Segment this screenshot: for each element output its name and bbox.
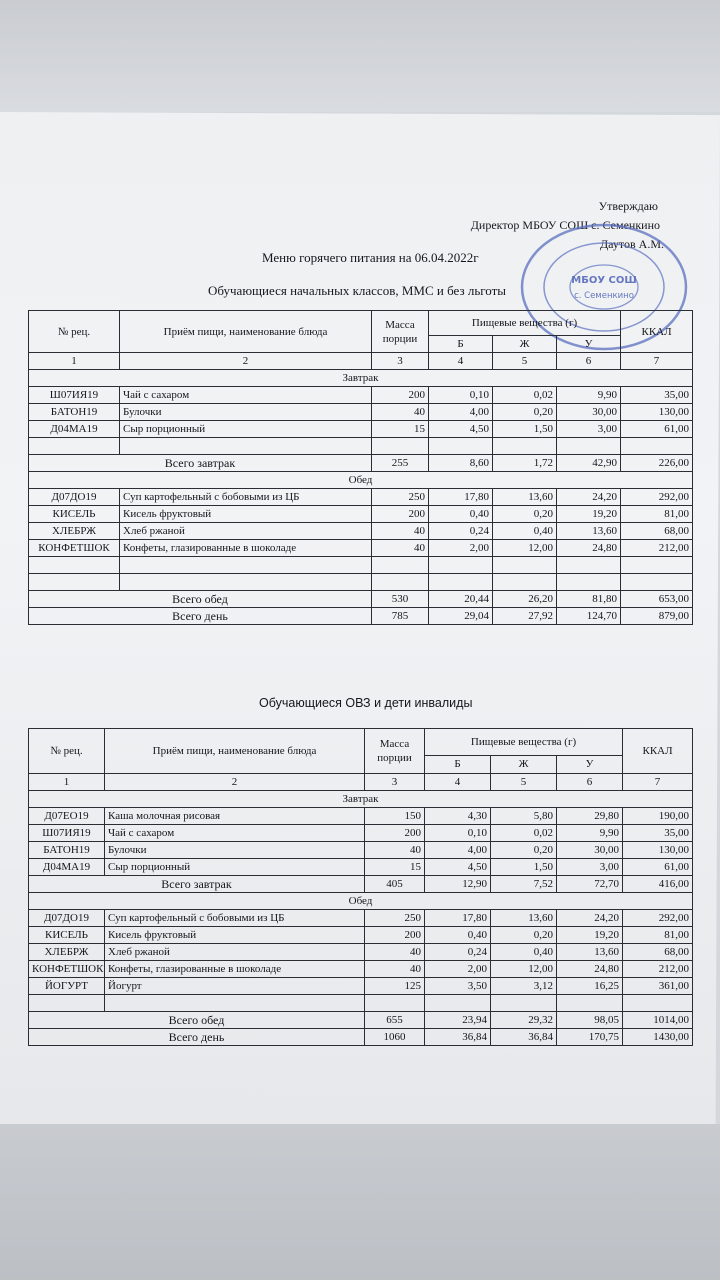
approve-text: Утверждаю bbox=[598, 199, 658, 213]
total-protein: 8,60 bbox=[429, 455, 493, 472]
carb-value: 24,20 bbox=[557, 489, 621, 506]
carb-value: 13,60 bbox=[557, 523, 621, 540]
dish-name: Хлеб ржаной bbox=[120, 523, 372, 540]
section-subtitle-2: Обучающиеся ОВЗ и дети инвалиды bbox=[259, 696, 473, 710]
breakfast-total-row bbox=[29, 876, 693, 893]
breakfast-total-row bbox=[29, 455, 693, 472]
carb-value: 3,00 bbox=[557, 421, 621, 438]
fat-value: 0,20 bbox=[491, 927, 557, 944]
recipe-code: КИСЕЛЬ bbox=[29, 506, 120, 523]
empty-row bbox=[29, 438, 693, 455]
dish-name: Булочки bbox=[120, 404, 372, 421]
portion-mass: 250 bbox=[372, 489, 429, 506]
carb-value: 9,90 bbox=[557, 825, 623, 842]
empty-row bbox=[29, 574, 693, 591]
fat-value: 0,20 bbox=[493, 506, 557, 523]
lunch-total-row bbox=[29, 591, 693, 608]
empty-cell bbox=[105, 995, 365, 1012]
total-fat: 7,52 bbox=[491, 876, 557, 893]
total-kcal: 653,00 bbox=[621, 591, 693, 608]
protein-value: 17,80 bbox=[429, 489, 493, 506]
portion-mass: 40 bbox=[372, 523, 429, 540]
kcal-value: 68,00 bbox=[623, 944, 693, 961]
col-num-5: 5 bbox=[493, 353, 557, 370]
total-fat: 36,84 bbox=[491, 1029, 557, 1046]
portion-mass: 40 bbox=[372, 540, 429, 557]
recipe-code: ЙОГУРТ bbox=[29, 978, 105, 995]
col-name-header: Приём пищи, наименование блюда bbox=[105, 729, 365, 774]
total-kcal: 1014,00 bbox=[623, 1012, 693, 1029]
dish-name: Йогурт bbox=[105, 978, 365, 995]
breakfast-section bbox=[29, 791, 693, 808]
page-title: Меню горячего питания на 06.04.2022г bbox=[262, 250, 479, 265]
portion-mass: 200 bbox=[365, 825, 425, 842]
col-num-3: 3 bbox=[372, 353, 429, 370]
fat-value: 0,40 bbox=[493, 523, 557, 540]
fat-value: 5,80 bbox=[491, 808, 557, 825]
col-num-6: 6 bbox=[557, 353, 621, 370]
fat-value: 0,20 bbox=[491, 842, 557, 859]
protein-value: 3,50 bbox=[425, 978, 491, 995]
table-row bbox=[29, 387, 693, 404]
recipe-code: Ш07ИЯ19 bbox=[29, 825, 105, 842]
empty-cell bbox=[372, 557, 429, 574]
fat-value: 12,00 bbox=[491, 961, 557, 978]
empty-cell bbox=[493, 438, 557, 455]
table-row bbox=[29, 540, 693, 557]
background-bottom bbox=[0, 1124, 720, 1280]
recipe-code: Д04МА19 bbox=[29, 859, 105, 876]
portion-mass: 15 bbox=[365, 859, 425, 876]
col-num-1: 1 bbox=[29, 353, 120, 370]
empty-cell bbox=[120, 574, 372, 591]
portion-mass: 200 bbox=[372, 387, 429, 404]
breakfast-section-label: Завтрак bbox=[29, 370, 693, 387]
col-rec-header: № рец. bbox=[29, 311, 120, 353]
recipe-code: КОНФЕТШОК bbox=[29, 961, 105, 978]
total-carb: 72,70 bbox=[557, 876, 623, 893]
total-carb: 81,80 bbox=[557, 591, 621, 608]
empty-cell bbox=[29, 995, 105, 1012]
total-carb: 98,05 bbox=[557, 1012, 623, 1029]
empty-cell bbox=[29, 574, 120, 591]
table-row bbox=[29, 961, 693, 978]
col-num-5: 5 bbox=[491, 774, 557, 791]
fat-value: 13,60 bbox=[493, 489, 557, 506]
dish-name: Сыр порционный bbox=[120, 421, 372, 438]
kcal-value: 130,00 bbox=[621, 404, 693, 421]
table-row bbox=[29, 927, 693, 944]
recipe-code: Д07ДО19 bbox=[29, 489, 120, 506]
fat-value: 13,60 bbox=[491, 910, 557, 927]
empty-cell bbox=[557, 995, 623, 1012]
total-fat: 1,72 bbox=[493, 455, 557, 472]
col-kcal-header: ККАЛ bbox=[623, 729, 693, 774]
fat-value: 0,20 bbox=[493, 404, 557, 421]
empty-cell bbox=[120, 557, 372, 574]
col-num-7: 7 bbox=[623, 774, 693, 791]
total-mass: 255 bbox=[372, 455, 429, 472]
col-b-header: Б bbox=[425, 755, 491, 773]
protein-value: 0,40 bbox=[429, 506, 493, 523]
kcal-value: 190,00 bbox=[623, 808, 693, 825]
table-row bbox=[29, 978, 693, 995]
total-mass: 785 bbox=[372, 608, 429, 625]
total-label: Всего обед bbox=[29, 1012, 365, 1029]
protein-value: 2,00 bbox=[425, 961, 491, 978]
total-protein: 29,04 bbox=[429, 608, 493, 625]
col-b-header: Б bbox=[429, 336, 493, 353]
kcal-value: 81,00 bbox=[623, 927, 693, 944]
total-fat: 29,32 bbox=[491, 1012, 557, 1029]
fat-value: 1,50 bbox=[491, 859, 557, 876]
lunch-section bbox=[29, 472, 693, 489]
carb-value: 30,00 bbox=[557, 842, 623, 859]
empty-cell bbox=[557, 438, 621, 455]
carb-value: 29,80 bbox=[557, 808, 623, 825]
empty-cell bbox=[372, 574, 429, 591]
total-protein: 36,84 bbox=[425, 1029, 491, 1046]
lunch-section-label: Обед bbox=[29, 893, 693, 910]
dish-name: Кисель фруктовый bbox=[120, 506, 372, 523]
table-row bbox=[29, 404, 693, 421]
empty-cell bbox=[557, 574, 621, 591]
dish-name: Хлеб ржаной bbox=[105, 944, 365, 961]
recipe-code: КОНФЕТШОК bbox=[29, 540, 120, 557]
protein-value: 4,00 bbox=[425, 842, 491, 859]
recipe-code: Д04МА19 bbox=[29, 421, 120, 438]
col-u-header: У bbox=[557, 336, 621, 353]
kcal-value: 361,00 bbox=[623, 978, 693, 995]
recipe-code: Д07ЕО19 bbox=[29, 808, 105, 825]
empty-cell bbox=[621, 574, 693, 591]
empty-cell bbox=[429, 574, 493, 591]
recipe-code: Д07ДО19 bbox=[29, 910, 105, 927]
portion-mass: 40 bbox=[365, 842, 425, 859]
dish-name: Сыр порционный bbox=[105, 859, 365, 876]
empty-cell bbox=[621, 438, 693, 455]
col-nutrients-header: Пищевые вещества (г) bbox=[429, 311, 621, 336]
empty-cell bbox=[29, 557, 120, 574]
recipe-code: ХЛЕБРЖ bbox=[29, 523, 120, 540]
recipe-code: ХЛЕБРЖ bbox=[29, 944, 105, 961]
total-kcal: 226,00 bbox=[621, 455, 693, 472]
breakfast-section-label: Завтрак bbox=[29, 791, 693, 808]
protein-value: 0,24 bbox=[425, 944, 491, 961]
table-row bbox=[29, 506, 693, 523]
total-protein: 20,44 bbox=[429, 591, 493, 608]
total-mass: 655 bbox=[365, 1012, 425, 1029]
director-name: Даутов А.М. bbox=[600, 237, 664, 251]
total-mass: 405 bbox=[365, 876, 425, 893]
protein-value: 4,30 bbox=[425, 808, 491, 825]
table-row bbox=[29, 825, 693, 842]
dish-name: Кисель фруктовый bbox=[105, 927, 365, 944]
total-label: Всего день bbox=[29, 608, 372, 625]
empty-cell bbox=[425, 995, 491, 1012]
dish-name: Суп картофельный с бобовыми из ЦБ bbox=[105, 910, 365, 927]
empty-cell bbox=[429, 438, 493, 455]
empty-row bbox=[29, 995, 693, 1012]
recipe-code: КИСЕЛЬ bbox=[29, 927, 105, 944]
total-fat: 27,92 bbox=[493, 608, 557, 625]
col-num-4: 4 bbox=[429, 353, 493, 370]
portion-mass: 200 bbox=[365, 927, 425, 944]
protein-value: 0,10 bbox=[429, 387, 493, 404]
carb-value: 19,20 bbox=[557, 927, 623, 944]
carb-value: 3,00 bbox=[557, 859, 623, 876]
table-row bbox=[29, 944, 693, 961]
recipe-code: БАТОН19 bbox=[29, 404, 120, 421]
kcal-value: 81,00 bbox=[621, 506, 693, 523]
empty-cell bbox=[623, 995, 693, 1012]
portion-mass: 150 bbox=[365, 808, 425, 825]
dish-name: Булочки bbox=[105, 842, 365, 859]
empty-cell bbox=[493, 574, 557, 591]
total-label: Всего завтрак bbox=[29, 876, 365, 893]
table-row bbox=[29, 523, 693, 540]
dish-name: Суп картофельный с бобовыми из ЦБ bbox=[120, 489, 372, 506]
col-mass-header: Масса порции bbox=[365, 729, 425, 774]
carb-value: 16,25 bbox=[557, 978, 623, 995]
carb-value: 9,90 bbox=[557, 387, 621, 404]
fat-value: 0,02 bbox=[493, 387, 557, 404]
protein-value: 4,50 bbox=[429, 421, 493, 438]
lunch-total-row bbox=[29, 1012, 693, 1029]
lunch-section-label: Обед bbox=[29, 472, 693, 489]
protein-value: 2,00 bbox=[429, 540, 493, 557]
total-carb: 42,90 bbox=[557, 455, 621, 472]
table-row bbox=[29, 859, 693, 876]
stamp-line2: с. Семенкино bbox=[574, 291, 634, 301]
background-top bbox=[0, 0, 720, 112]
table-row bbox=[29, 910, 693, 927]
kcal-value: 212,00 bbox=[623, 961, 693, 978]
empty-row bbox=[29, 557, 693, 574]
carb-value: 24,80 bbox=[557, 961, 623, 978]
total-mass: 530 bbox=[372, 591, 429, 608]
protein-value: 0,40 bbox=[425, 927, 491, 944]
empty-cell bbox=[621, 557, 693, 574]
total-carb: 170,75 bbox=[557, 1029, 623, 1046]
portion-mass: 125 bbox=[365, 978, 425, 995]
section-subtitle-1: Обучающиеся начальных классов, ММС и без льготы bbox=[208, 283, 506, 298]
kcal-value: 212,00 bbox=[621, 540, 693, 557]
total-protein: 23,94 bbox=[425, 1012, 491, 1029]
carb-value: 30,00 bbox=[557, 404, 621, 421]
empty-cell bbox=[493, 557, 557, 574]
recipe-code: БАТОН19 bbox=[29, 842, 105, 859]
total-carb: 124,70 bbox=[557, 608, 621, 625]
col-num-4: 4 bbox=[425, 774, 491, 791]
fat-value: 0,02 bbox=[491, 825, 557, 842]
lunch-section bbox=[29, 893, 693, 910]
total-kcal: 1430,00 bbox=[623, 1029, 693, 1046]
portion-mass: 40 bbox=[365, 944, 425, 961]
col-num-3: 3 bbox=[365, 774, 425, 791]
day-total-row bbox=[29, 608, 693, 625]
protein-value: 0,24 bbox=[429, 523, 493, 540]
dish-name: Чай с сахаром bbox=[105, 825, 365, 842]
fat-value: 1,50 bbox=[493, 421, 557, 438]
total-label: Всего день bbox=[29, 1029, 365, 1046]
total-kcal: 879,00 bbox=[621, 608, 693, 625]
empty-cell bbox=[491, 995, 557, 1012]
stamp-line1: МБОУ СОШ bbox=[571, 275, 637, 286]
table-row bbox=[29, 421, 693, 438]
kcal-value: 35,00 bbox=[621, 387, 693, 404]
col-num-7: 7 bbox=[621, 353, 693, 370]
protein-value: 4,00 bbox=[429, 404, 493, 421]
fat-value: 12,00 bbox=[493, 540, 557, 557]
breakfast-section bbox=[29, 370, 693, 387]
col-u-header: У bbox=[557, 755, 623, 773]
total-protein: 12,90 bbox=[425, 876, 491, 893]
table-row bbox=[29, 808, 693, 825]
table-row bbox=[29, 489, 693, 506]
fat-value: 3,12 bbox=[491, 978, 557, 995]
total-label: Всего завтрак bbox=[29, 455, 372, 472]
total-kcal: 416,00 bbox=[623, 876, 693, 893]
carb-value: 13,60 bbox=[557, 944, 623, 961]
portion-mass: 40 bbox=[372, 404, 429, 421]
table-row bbox=[29, 842, 693, 859]
portion-mass: 15 bbox=[372, 421, 429, 438]
col-zh-header: Ж bbox=[493, 336, 557, 353]
col-kcal-header: ККАЛ bbox=[621, 311, 693, 353]
empty-cell bbox=[29, 438, 120, 455]
col-rec-header: № рец. bbox=[29, 729, 105, 774]
col-name-header: Приём пищи, наименование блюда bbox=[120, 311, 372, 353]
col-nutrients-header: Пищевые вещества (г) bbox=[425, 729, 623, 756]
col-num-6: 6 bbox=[557, 774, 623, 791]
menu-table-1 bbox=[28, 310, 693, 625]
kcal-value: 292,00 bbox=[621, 489, 693, 506]
col-zh-header: Ж bbox=[491, 755, 557, 773]
kcal-value: 61,00 bbox=[623, 859, 693, 876]
kcal-value: 68,00 bbox=[621, 523, 693, 540]
protein-value: 4,50 bbox=[425, 859, 491, 876]
portion-mass: 200 bbox=[372, 506, 429, 523]
col-num-2: 2 bbox=[105, 774, 365, 791]
carb-value: 19,20 bbox=[557, 506, 621, 523]
dish-name: Конфеты, глазированные в шоколаде bbox=[105, 961, 365, 978]
fat-value: 0,40 bbox=[491, 944, 557, 961]
empty-cell bbox=[557, 557, 621, 574]
kcal-value: 61,00 bbox=[621, 421, 693, 438]
director-text: Директор МБОУ СОШ с. Семенкино bbox=[470, 218, 660, 232]
carb-value: 24,20 bbox=[557, 910, 623, 927]
col-num-1: 1 bbox=[29, 774, 105, 791]
dish-name: Конфеты, глазированные в шоколаде bbox=[120, 540, 372, 557]
protein-value: 17,80 bbox=[425, 910, 491, 927]
menu-table-2 bbox=[28, 728, 693, 1046]
protein-value: 0,10 bbox=[425, 825, 491, 842]
empty-cell bbox=[365, 995, 425, 1012]
empty-cell bbox=[372, 438, 429, 455]
kcal-value: 292,00 bbox=[623, 910, 693, 927]
portion-mass: 40 bbox=[365, 961, 425, 978]
day-total-row bbox=[29, 1029, 693, 1046]
total-label: Всего обед bbox=[29, 591, 372, 608]
total-fat: 26,20 bbox=[493, 591, 557, 608]
dish-name: Чай с сахаром bbox=[120, 387, 372, 404]
col-mass-header: Масса порции bbox=[372, 311, 429, 353]
kcal-value: 130,00 bbox=[623, 842, 693, 859]
carb-value: 24,80 bbox=[557, 540, 621, 557]
recipe-code: Ш07ИЯ19 bbox=[29, 387, 120, 404]
col-num-2: 2 bbox=[120, 353, 372, 370]
empty-cell bbox=[120, 438, 372, 455]
dish-name: Каша молочная рисовая bbox=[105, 808, 365, 825]
total-mass: 1060 bbox=[365, 1029, 425, 1046]
kcal-value: 35,00 bbox=[623, 825, 693, 842]
empty-cell bbox=[429, 557, 493, 574]
portion-mass: 250 bbox=[365, 910, 425, 927]
